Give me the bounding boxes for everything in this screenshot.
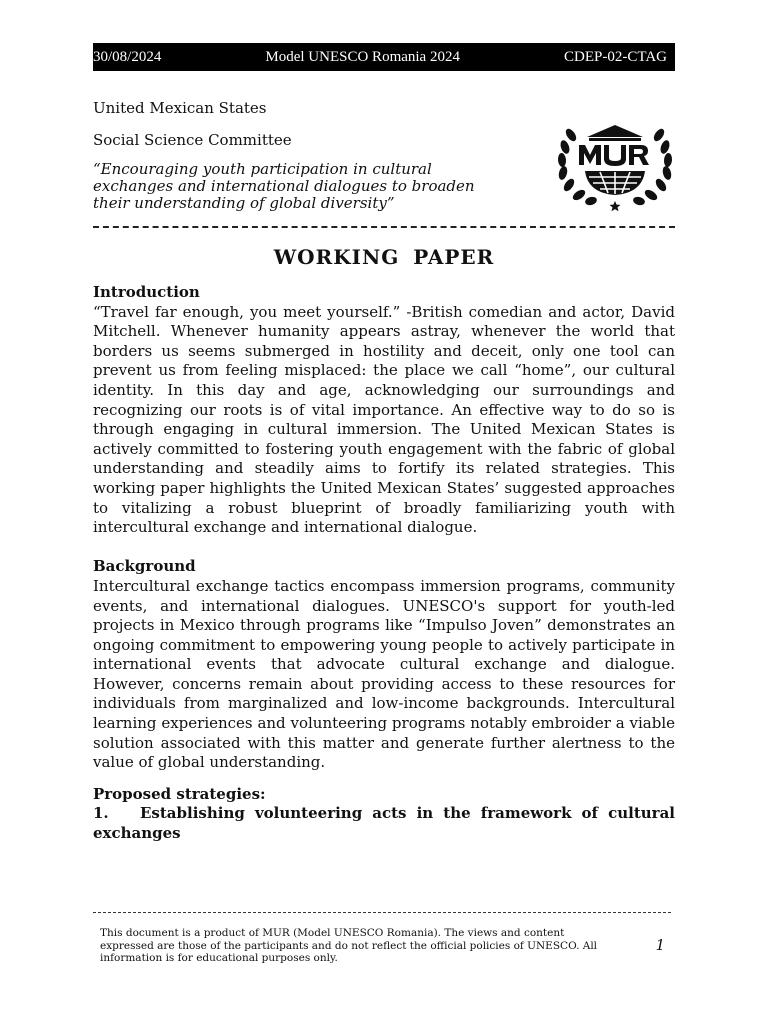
header-divider (93, 226, 675, 228)
introduction-section (93, 283, 675, 538)
introduction-heading: Introduction (93, 283, 200, 301)
strategies-section (93, 785, 675, 844)
introduction-body: “Travel far enough, you meet yourself.” -British comedian and actor, David Mitchell. Whenever humanity appears astray, whenever the world that borders us seems submerged in hostility and deceit, only one tool can prevent us from feeling misplaced: the place we call “home”, our cultural identity. In this day and age, acknowledging our surroundings and recognizing our roots is of vital importance. An effective way to do so is through engaging in cultural immersion. The United Mexican States is actively committed to fostering youth engagement with the fabric of global understanding and steadily aims to fortify its related strategies. This working paper highlights the United Mexican States’ suggested approaches to vitalizing a robust blueprint of broadly familiarizing youth with intercultural exchange and international dialogue. (93, 302, 675, 537)
strategies-heading: Proposed strategies: (93, 784, 266, 803)
page-footer (93, 912, 671, 964)
delegation-name: United Mexican States (93, 99, 267, 117)
section-spacer (93, 538, 675, 558)
mur-laurel-logo-icon (555, 117, 675, 212)
header-bar (93, 43, 675, 71)
page-number: 1 (655, 936, 665, 954)
strategy-item (93, 804, 675, 843)
strategy-number: 1. (93, 804, 109, 823)
background-section (93, 557, 675, 773)
footer-divider (93, 912, 671, 913)
delegation-block (93, 71, 675, 226)
footer-disclaimer: This document is a product of MUR (Model UNESCO Romania). The views and content expressed are those of the participants and do not reflect the official policies of UNESCO. All information is for educational purposes only. (100, 927, 598, 964)
header-date: 30/08/2024 (93, 48, 162, 65)
document-page (93, 43, 675, 844)
background-body: Intercultural exchange tactics encompass immersion programs, community events, and international dialogues. UNESCO's support for youth-led projects in Mexico through programs like “Impulso Joven” demonstrates an ongoing commitment to empowering young people to actively participate in international events that advocate cultural exchange and dialogue. However, concerns remain about providing access to these resources for individuals from marginalized and low-income backgrounds. Intercultural learning experiences and volunteering programs notably embroider a viable solution associated with this matter and generate further alertness to the value of global understanding. (93, 576, 675, 772)
topic-title: “Encouraging youth participation in cultural exchanges and international dialogues to broaden their understanding of global diversity” (93, 160, 475, 212)
header-event: Model UNESCO Romania 2024 (265, 48, 460, 65)
committee-name: Social Science Committee (93, 131, 292, 149)
section-spacer (93, 773, 675, 785)
background-heading: Background (93, 557, 196, 576)
document-title: WORKING PAPER (273, 245, 495, 269)
strategy-text: Establishing volunteering acts in the framework of cultural exchanges (93, 804, 675, 843)
header-code: CDEP-02-CTAG (564, 48, 667, 65)
